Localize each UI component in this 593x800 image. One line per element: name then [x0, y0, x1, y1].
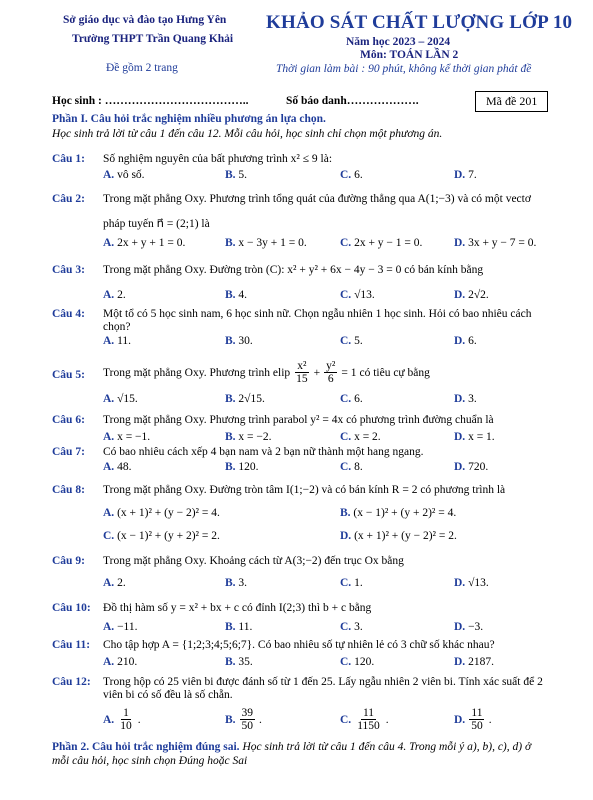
q6-option-a: A. x = −1.: [103, 431, 151, 443]
q8-option-a: A. (x + 1)² + (y − 2)² = 4.: [103, 507, 220, 519]
part2-instructions-cont: mỗi câu hỏi, học sinh chọn Đúng hoặc Sai: [52, 755, 248, 767]
exam-title: KHẢO SÁT CHẤT LƯỢNG LỚP 10: [266, 12, 573, 33]
question-5-text: Trong mặt phẳng Oxy. Phương trình elip $\frac{\text{x²}}{15}$ + $\frac{\text{y²}}{6}$ = 1 có tiêu cự bằng: [103, 360, 430, 386]
q7-option-b: B. 120.: [225, 461, 259, 473]
q4-option-c: C. 5.: [340, 335, 363, 347]
q5-option-d: D. 3.: [454, 393, 477, 405]
question-2-text: Trong mặt phẳng Oxy. Phương trình tổng quát của đường thẳng qua A(1;−3) và có một vectơ: [103, 193, 531, 205]
q8-option-d: D. (x + 1)² + (y − 2)² = 2.: [340, 530, 457, 542]
question-5-label: Câu 5:: [52, 369, 85, 381]
page-count: Đề gồm 2 trang: [106, 62, 178, 74]
q1-option-c: C. 6.: [340, 169, 363, 181]
q2-option-b: B. x − 3y + 1 = 0.: [225, 237, 307, 249]
q3-option-d: D. 2√2.: [454, 289, 489, 301]
q2-option-a: A. 2x + y + 1 = 0.: [103, 237, 186, 249]
q10-option-b: B. 11.: [225, 621, 253, 633]
q11-option-d: D. 2187.: [454, 656, 494, 668]
question-4-text-cont: chọn?: [103, 321, 131, 333]
q12-option-a: A. $\frac{1}{10}$ .: [103, 707, 141, 733]
q6-option-b: B. x = −2.: [225, 431, 272, 443]
question-12-text-cont: viên bi có số đều là số chẵn.: [103, 689, 233, 701]
part1-title: Phần I. Câu hỏi trắc nghiệm nhiều phương án lựa chọn.: [52, 113, 326, 125]
q6-option-d: D. x = 1.: [454, 431, 495, 443]
q4-option-d: D. 6.: [454, 335, 477, 347]
q8-option-c: C. (x − 1)² + (y + 2)² = 2.: [103, 530, 220, 542]
question-9-text: Trong mặt phẳng Oxy. Khoảng cách từ A(3;−2) đến trục Ox bằng: [103, 555, 404, 567]
q5-option-c: C. 6.: [340, 393, 363, 405]
q2-option-d: D. 3x + y − 7 = 0.: [454, 237, 537, 249]
q3-option-b: B. 4.: [225, 289, 248, 301]
time-limit: Thời gian làm bài : 90 phút, không kể thời gian phát đề: [276, 63, 532, 75]
question-6-text: Trong mặt phẳng Oxy. Phương trình parabol y² = 4x có phương trình đường chuẩn là: [103, 414, 494, 426]
part1-instructions: Học sinh trả lời từ câu 1 đến câu 12. Mỗi câu hỏi, học sinh chỉ chọn một phương án.: [52, 128, 443, 140]
question-12-text: Trong hộp có 25 viên bi được đánh số từ 1 đến 25. Lấy ngẫu nhiên 2 viên bi. Tính xác suất để 2: [103, 676, 543, 688]
q12-option-b: B. $\frac{39}{50}$ .: [225, 707, 262, 733]
question-4-label: Câu 4:: [52, 308, 85, 320]
q9-option-d: D. √13.: [454, 577, 489, 589]
question-1-text: Số nghiệm nguyên của bất phương trình x² ≤ 9 là:: [103, 153, 333, 165]
exam-code-box: Mã đề 201: [475, 91, 548, 112]
q7-option-c: C. 8.: [340, 461, 363, 473]
question-8-label: Câu 8:: [52, 484, 85, 496]
q5-option-a: A. √15.: [103, 393, 138, 405]
q6-option-c: C. x = 2.: [340, 431, 381, 443]
question-6-label: Câu 6:: [52, 414, 85, 426]
candidate-number-line: Số báo danh……………….: [286, 95, 419, 107]
question-4-text: Một tổ có 5 học sinh nam, 6 học sinh nữ. Chọn ngẫu nhiên 1 học sinh. Hỏi có bao nhiêu cách: [103, 308, 532, 320]
q7-option-a: A. 48.: [103, 461, 132, 473]
q12-option-d: D. $\frac{11}{50}$ .: [454, 707, 492, 733]
question-11-text: Cho tập hợp A = {1;2;3;4;5;6;7}. Có bao nhiêu số tự nhiên lẻ có 3 chữ số khác nhau?: [103, 639, 495, 651]
q2-option-c: C. 2x + y − 1 = 0.: [340, 237, 423, 249]
q1-option-a: A. vô số.: [103, 169, 145, 181]
q3-option-c: C. √13.: [340, 289, 375, 301]
question-3-text: Trong mặt phẳng Oxy. Đường tròn (C): x² + y² + 6x − 4y − 3 = 0 có bán kính bằng: [103, 264, 484, 276]
q1-option-d: D. 7.: [454, 169, 477, 181]
question-3-label: Câu 3:: [52, 264, 85, 276]
ellipse-fraction-y: $\frac{\text{y²}}{6}$: [326, 360, 336, 386]
q10-option-c: C. 3.: [340, 621, 363, 633]
question-10-text: Đồ thị hàm số y = x² + bx + c có đỉnh I(2;3) thì b + c bằng: [103, 602, 372, 614]
question-9-label: Câu 9:: [52, 555, 85, 567]
q4-option-a: A. 11.: [103, 335, 132, 347]
question-2-text-cont: pháp tuyến n⃗ = (2;1) là: [103, 218, 210, 230]
q9-option-c: C. 1.: [340, 577, 363, 589]
q8-option-b: B. (x − 1)² + (y + 2)² = 4.: [340, 507, 457, 519]
school-name: Trường THPT Trần Quang Khải: [72, 33, 234, 45]
q11-option-a: A. 210.: [103, 656, 138, 668]
question-12-label: Câu 12:: [52, 676, 91, 688]
question-7-label: Câu 7:: [52, 446, 85, 458]
ellipse-fraction-x: $\frac{\text{x²}}{15}$: [296, 360, 308, 386]
q3-option-a: A. 2.: [103, 289, 126, 301]
q10-option-d: D. −3.: [454, 621, 484, 633]
student-name-line: Học sinh : ………………………………..: [52, 95, 249, 107]
question-2-label: Câu 2:: [52, 193, 85, 205]
question-1-label: Câu 1:: [52, 153, 85, 165]
q11-option-b: B. 35.: [225, 656, 253, 668]
part2-header: Phần 2. Câu hỏi trắc nghiệm đúng sai. Học sinh trả lời từ câu 1 đến câu 4. Trong mỗi ý a), b), c), d) ở: [52, 741, 532, 753]
q10-option-a: A. −11.: [103, 621, 138, 633]
q12-option-c: C. $\frac{11}{1150}$ .: [340, 707, 389, 733]
q4-option-b: B. 30.: [225, 335, 253, 347]
question-8-text: Trong mặt phẳng Oxy. Đường tròn tâm I(1;−2) và có bán kính R = 2 có phương trình là: [103, 484, 506, 496]
q9-option-b: B. 3.: [225, 577, 248, 589]
q9-option-a: A. 2.: [103, 577, 126, 589]
department-name: Sở giáo dục và đào tạo Hưng Yên: [63, 14, 227, 26]
subject: Môn: TOÁN LẦN 2: [360, 49, 459, 61]
school-year: Năm học 2023 – 2024: [346, 36, 451, 48]
question-7-text: Có bao nhiêu cách xếp 4 bạn nam và 2 bạn nữ thành một hang ngang.: [103, 446, 424, 458]
question-11-label: Câu 11:: [52, 639, 91, 651]
q5-option-b: B. 2√15.: [225, 393, 265, 405]
q11-option-c: C. 120.: [340, 656, 375, 668]
q1-option-b: B. 5.: [225, 169, 248, 181]
question-10-label: Câu 10:: [52, 602, 91, 614]
q7-option-d: D. 720.: [454, 461, 489, 473]
